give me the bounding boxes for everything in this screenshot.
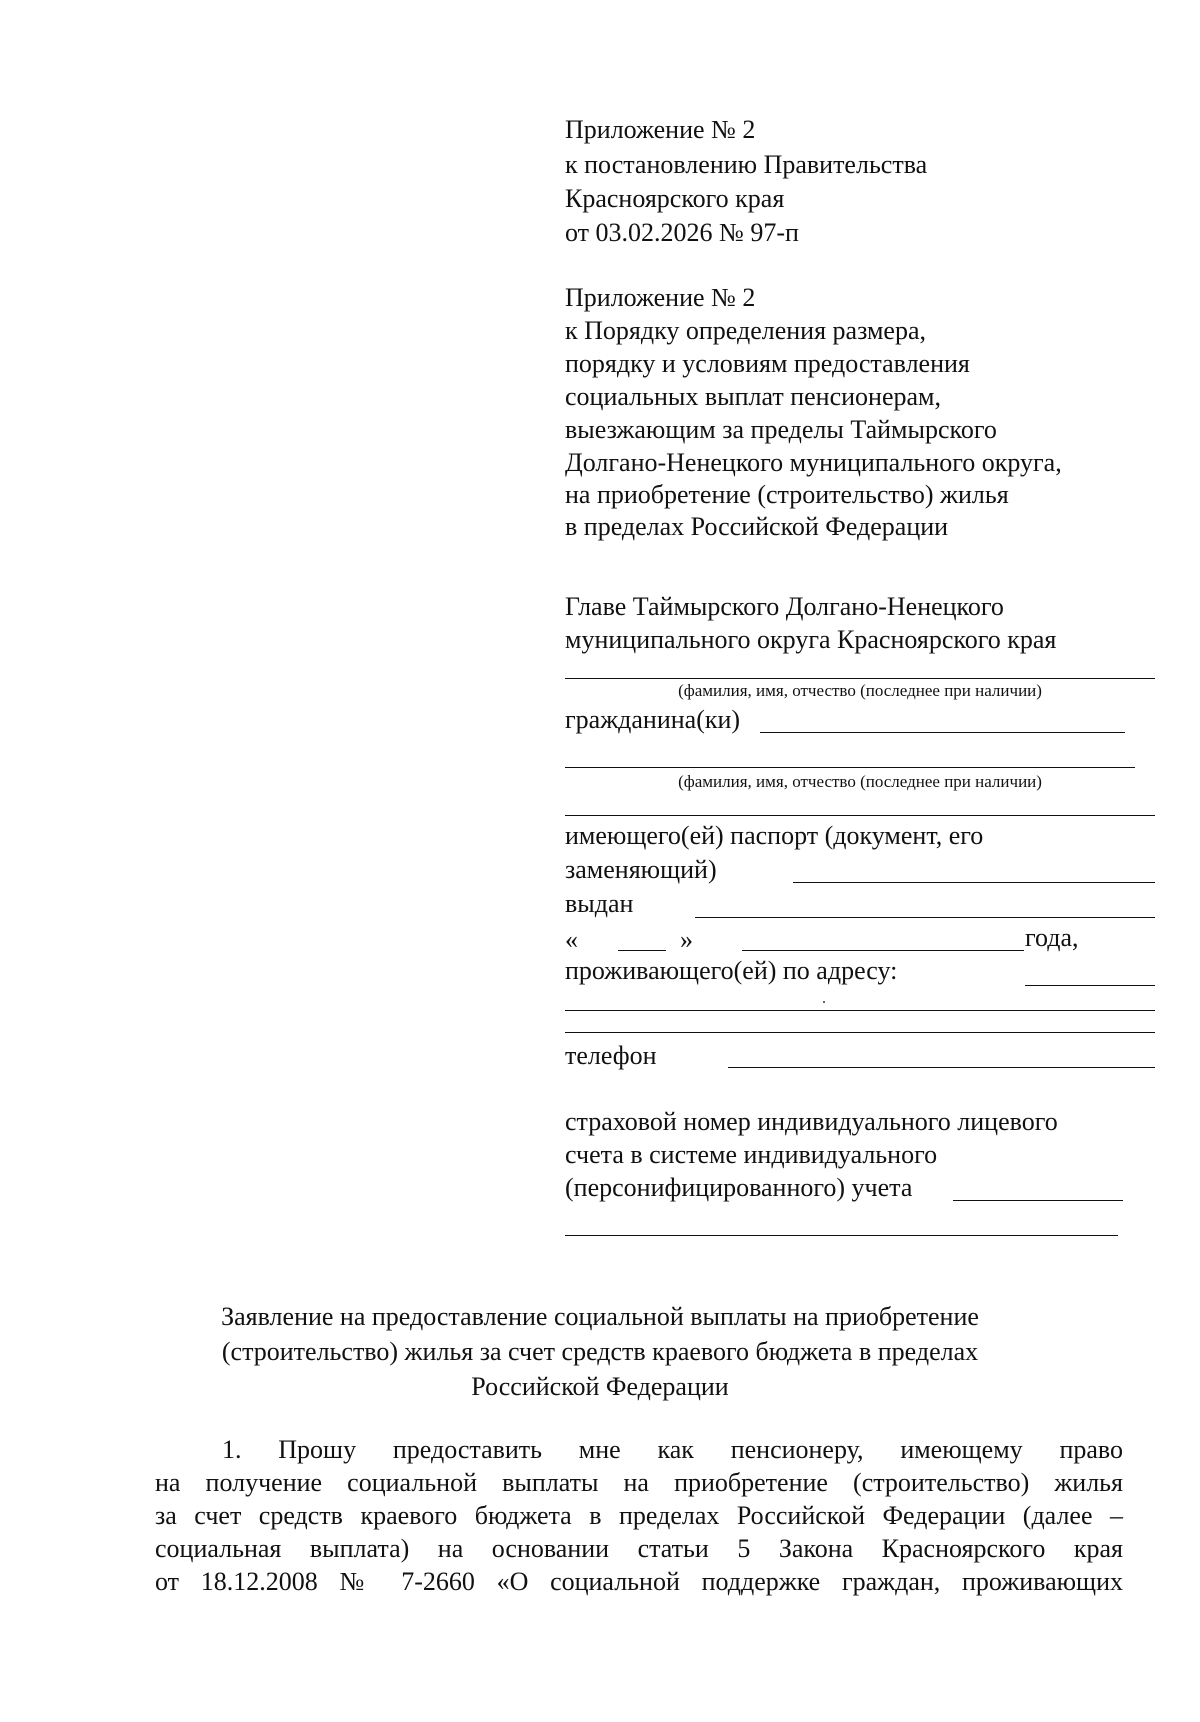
citizen-extra-field-line[interactable]	[565, 815, 1155, 816]
appendix-procedure-line: Долгано-Ненецкого муниципального округа,	[565, 448, 1062, 477]
address-field-line-2[interactable]	[565, 1010, 1155, 1011]
fio-hint: (фамилия, имя, отчество (последнее при наличии)	[678, 681, 1042, 700]
scan-speck	[823, 1001, 825, 1003]
citizen-fio-field-line[interactable]	[565, 767, 1135, 768]
appendix-procedure-line: Приложение № 2	[565, 283, 756, 312]
appendix-resolution-line: к постановлению Правительства	[565, 150, 928, 179]
issued-label: выдан	[565, 889, 634, 918]
addressee-line: муниципального округа Красноярского края	[565, 625, 1057, 654]
address-label: проживающего(ей) по адресу:	[565, 956, 898, 985]
appendix-resolution-line: Красноярского края	[565, 184, 785, 213]
citizen-name-field-line[interactable]	[760, 732, 1125, 733]
appendix-procedure-line: к Порядку определения размера,	[565, 316, 927, 345]
phone-label: телефон	[565, 1041, 657, 1070]
passport-label: имеющего(ей) паспорт (документ, его	[565, 821, 984, 850]
year-label: года,	[1025, 923, 1079, 952]
snils-label: (персонифицированного) учета	[565, 1173, 913, 1202]
body-line: за счет средств краевого бюджета в пределах Российской Федерации (далее –	[155, 1501, 1123, 1530]
body-line: социальная выплата) на основании статьи 5 Закона Красноярского края	[155, 1534, 1123, 1563]
snils-label: счета в системе индивидуального	[565, 1140, 938, 1169]
addressee-line: Главе Таймырского Долгано-Ненецкого	[565, 592, 1004, 621]
passport-field-line[interactable]	[793, 882, 1155, 883]
appendix-procedure-line: порядку и условиям предоставления	[565, 349, 970, 378]
issue-month-field-line[interactable]	[742, 950, 1024, 951]
passport-label-cont: заменяющий)	[565, 855, 717, 884]
appendix-resolution-line: Приложение № 2	[565, 115, 756, 144]
appendix-procedure-line: в пределах Российской Федерации	[565, 512, 949, 541]
head-fio-field-line[interactable]	[565, 678, 1155, 679]
appendix-procedure-line: социальных выплат пенсионерам,	[565, 382, 941, 411]
title-line: Российской Федерации	[471, 1372, 729, 1401]
appendix-procedure-line: на приобретение (строительство) жилья	[565, 480, 1009, 509]
address-field-line-3[interactable]	[565, 1032, 1155, 1033]
snils-field-line[interactable]	[953, 1200, 1123, 1201]
snils-label: страховой номер индивидуального лицевого	[565, 1107, 1058, 1136]
body-line: 1. Прошу предоставить мне как пенсионеру, имеющему право	[222, 1435, 1123, 1464]
snils-field-line-2[interactable]	[565, 1235, 1118, 1236]
issued-by-field-line[interactable]	[695, 917, 1155, 918]
issue-day-field-line[interactable]	[618, 950, 666, 951]
phone-field-line[interactable]	[728, 1067, 1155, 1068]
citizen-label: гражданина(ки)	[565, 705, 741, 734]
fio-hint: (фамилия, имя, отчество (последнее при наличии)	[678, 772, 1042, 791]
title-line: (строительство) жилья за счет средств краевого бюджета в пределах	[221, 1337, 979, 1366]
title-line: Заявление на предоставление социальной выплаты на приобретение	[221, 1302, 979, 1331]
body-line: на получение социальной выплаты на приобретение (строительство) жилья	[155, 1468, 1123, 1497]
date-quote-close: »	[680, 925, 693, 954]
address-field-line[interactable]	[1025, 985, 1155, 986]
appendix-procedure-line: выезжающим за пределы Таймырского	[565, 415, 997, 444]
appendix-resolution-line: от 03.02.2026 № 97-п	[565, 218, 799, 247]
body-line: от 18.12.2008 № 7-2660 «О социальной поддержке граждан, проживающих	[155, 1567, 1123, 1596]
date-quote-open: «	[565, 925, 578, 954]
